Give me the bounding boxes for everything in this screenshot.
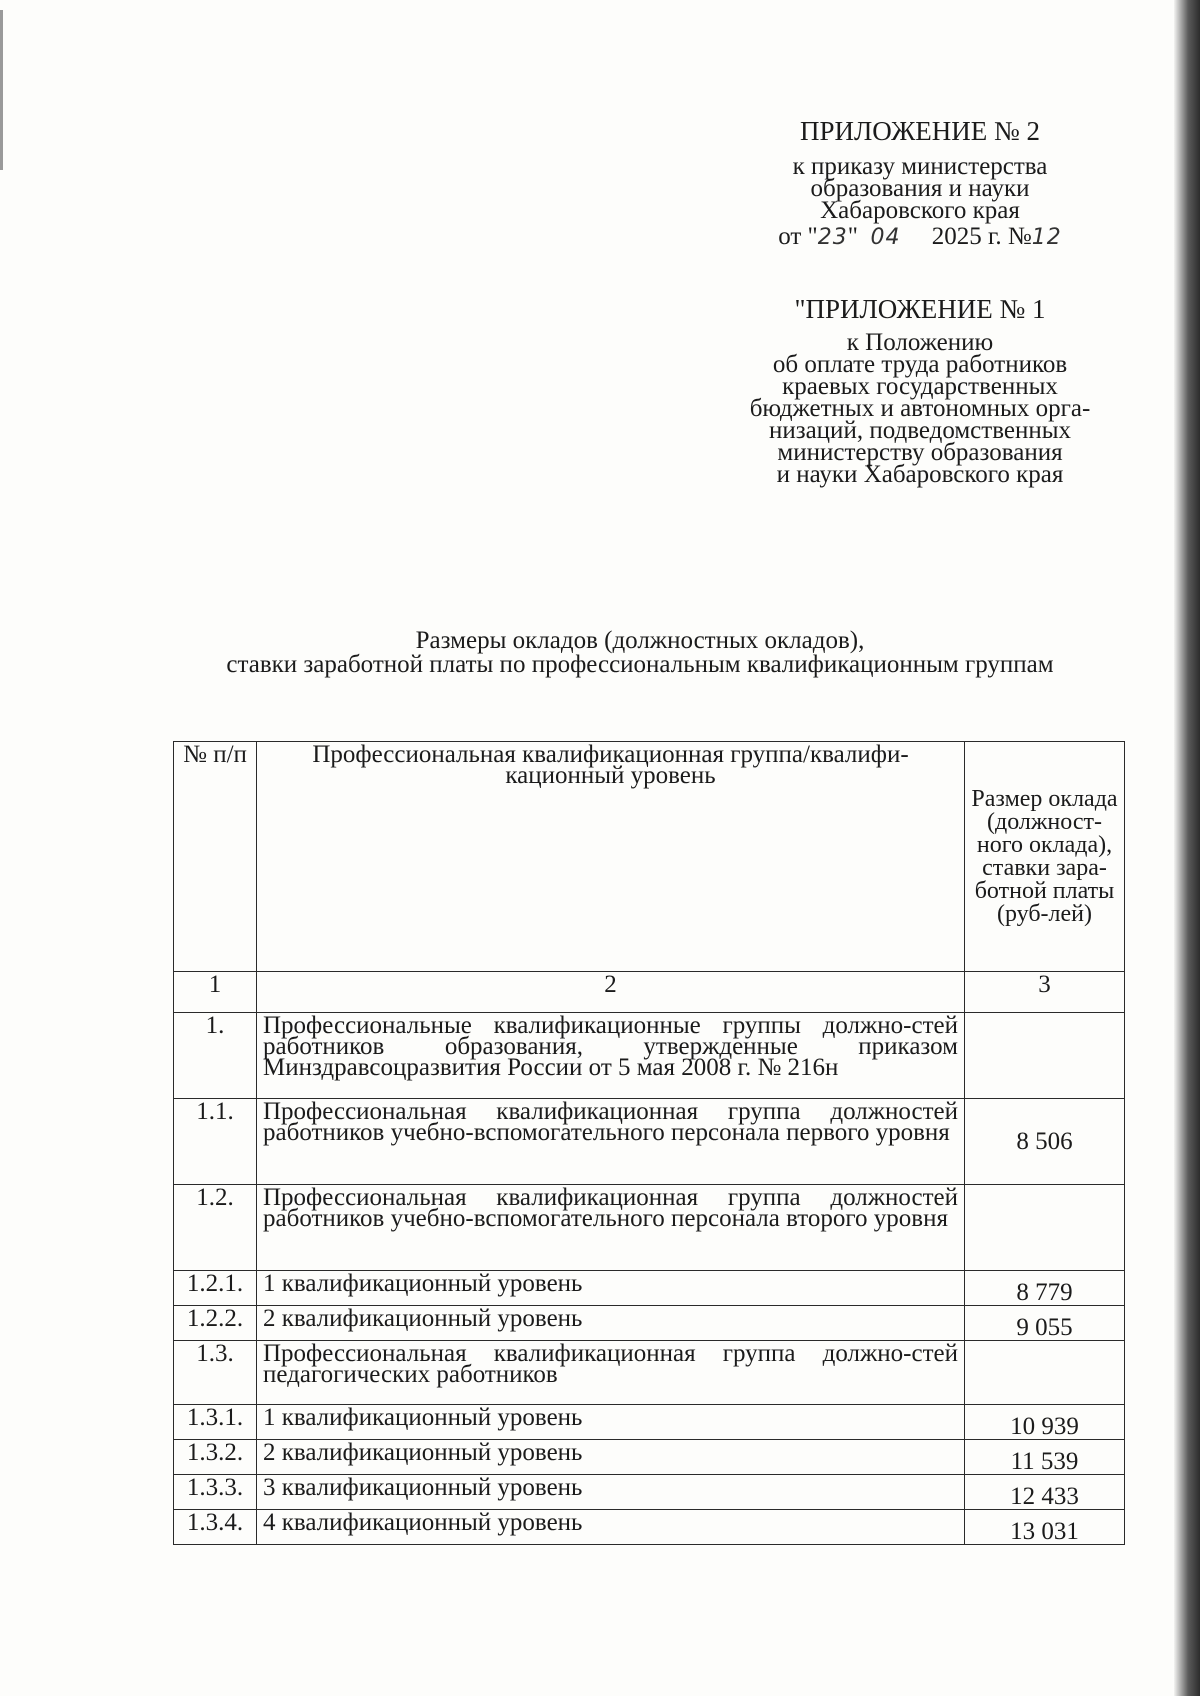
appendix-line-1: к приказу министерства — [792, 153, 1048, 180]
document-title — [160, 629, 1120, 677]
row-name: 1 квалификационный уровень — [257, 1405, 965, 1440]
row-num: 1.3. — [174, 1341, 257, 1405]
order-number-handwritten: 12 — [1031, 225, 1062, 250]
header-name: Профессиональная квалификационная группа/квалифи-кационный уровень — [257, 742, 965, 972]
row-value — [965, 1013, 1125, 1099]
row-name: Профессиональная квалификационная группа должностей работников учебно-вспомогательного персонала второго уровня — [257, 1185, 965, 1271]
document-title-line-2: ставки заработной платы по профессиональным квалификационным группам — [226, 651, 1054, 678]
annex-line-4: бюджетных и автономных орга- — [749, 395, 1091, 422]
annex-title: "ПРИЛОЖЕНИЕ № 1 — [794, 294, 1046, 324]
table-row — [174, 1341, 1125, 1405]
row-num: 1.2. — [174, 1185, 257, 1271]
row-name: Профессиональные квалификационные группы должно-стей работников образования, утвержденные приказом Минздравсоцразвития России от 5 мая 2008 г. № 216н — [257, 1013, 965, 1099]
order-month-handwritten: 04 — [870, 225, 901, 250]
order-date-line — [690, 223, 1150, 250]
annex-header — [700, 294, 1140, 488]
header-value: Размер оклада (должност-ного оклада), ставки зара-ботной платы (руб-лей) — [965, 742, 1125, 972]
column-number-1: 1 — [174, 972, 257, 1013]
annex-line-2: об оплате труда работников — [772, 351, 1068, 378]
row-num: 1.2.2. — [174, 1306, 257, 1341]
order-quote: " — [847, 223, 858, 250]
table-row — [174, 1475, 1125, 1510]
row-num: 1.3.3. — [174, 1475, 257, 1510]
row-num: 1. — [174, 1013, 257, 1099]
appendix-header — [690, 116, 1150, 250]
header-num: № п/п — [174, 742, 257, 972]
table-row — [174, 1510, 1125, 1545]
row-value: 8 779 — [965, 1271, 1125, 1306]
document-title-line-1: Размеры окладов (должностных окладов), — [415, 627, 865, 654]
row-num: 1.1. — [174, 1099, 257, 1185]
row-num: 1.3.2. — [174, 1440, 257, 1475]
row-name: Профессиональная квалификационная группа должностей работников учебно-вспомогательного персонала первого уровня — [257, 1099, 965, 1185]
table-header-row — [174, 742, 1125, 972]
row-num: 1.2.1. — [174, 1271, 257, 1306]
scan-right-edge — [1174, 0, 1200, 1696]
row-value: 11 539 — [965, 1440, 1125, 1475]
table-row — [174, 1271, 1125, 1306]
row-name: 2 квалификационный уровень — [257, 1306, 965, 1341]
table-row — [174, 1405, 1125, 1440]
row-value — [965, 1341, 1125, 1405]
table-row — [174, 1440, 1125, 1475]
table-row — [174, 1306, 1125, 1341]
row-name: Профессиональная квалификационная группа должно-стей педагогических работников — [257, 1341, 965, 1405]
salary-table — [173, 741, 1125, 1545]
appendix-title: ПРИЛОЖЕНИЕ № 2 — [799, 116, 1041, 146]
order-prefix: от " — [778, 223, 818, 250]
annex-line-5: низаций, подведомственных — [768, 417, 1072, 444]
table-row — [174, 1099, 1125, 1185]
row-value — [965, 1185, 1125, 1271]
row-num: 1.3.1. — [174, 1405, 257, 1440]
row-name: 4 квалификационный уровень — [257, 1510, 965, 1545]
scan-left-edge — [0, 10, 3, 170]
order-day-handwritten: 23 — [817, 225, 848, 250]
row-name: 3 квалификационный уровень — [257, 1475, 965, 1510]
row-num: 1.3.4. — [174, 1510, 257, 1545]
table-row — [174, 1013, 1125, 1099]
row-value: 8 506 — [965, 1099, 1125, 1185]
column-numbers-row — [174, 972, 1125, 1013]
row-value: 13 031 — [965, 1510, 1125, 1545]
appendix-line-3: Хабаровского края — [820, 197, 1020, 224]
appendix-line-2: образования и науки — [810, 175, 1030, 202]
row-value: 12 433 — [965, 1475, 1125, 1510]
row-name: 1 квалификационный уровень — [257, 1271, 965, 1306]
row-name: 2 квалификационный уровень — [257, 1440, 965, 1475]
annex-line-1: к Положению — [846, 329, 994, 356]
row-value: 10 939 — [965, 1405, 1125, 1440]
table-row — [174, 1185, 1125, 1271]
column-number-2: 2 — [257, 972, 965, 1013]
column-number-3: 3 — [965, 972, 1125, 1013]
row-value: 9 055 — [965, 1306, 1125, 1341]
order-year: 2025 г. № — [931, 223, 1032, 250]
annex-line-7: и науки Хабаровского края — [776, 461, 1064, 488]
annex-line-3: краевых государственных — [782, 373, 1058, 400]
annex-line-6: министерству образования — [777, 439, 1063, 466]
